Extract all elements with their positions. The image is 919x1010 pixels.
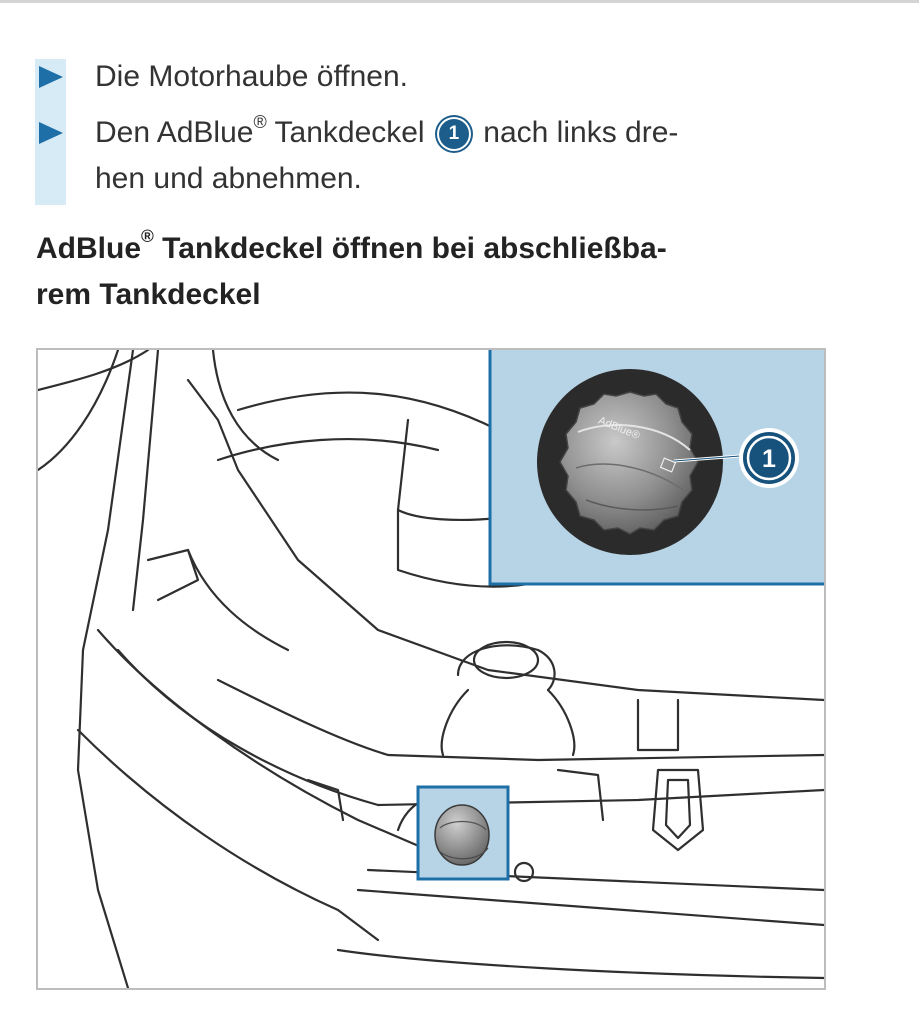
section-heading — [36, 226, 796, 318]
step-arrow-icon — [39, 66, 63, 88]
zoom-inset — [490, 350, 824, 584]
step-arrow-icon — [39, 122, 63, 144]
registered-mark: ® — [141, 226, 154, 246]
registered-mark: ® — [253, 112, 267, 132]
step-2-text-before: Den AdBlue — [95, 116, 254, 149]
step-2-text-after: nach links dre- — [483, 116, 679, 149]
step-1-text: Die Motorhaube öffnen. — [95, 60, 408, 93]
heading-text-a: AdBlue — [36, 232, 141, 265]
cap-embossed-label: AdBlue® — [596, 414, 642, 443]
engine-bay-illustration — [36, 348, 826, 990]
callout-number-badge: 1 — [439, 119, 469, 149]
top-rule — [0, 0, 919, 3]
step-2-line-1 — [95, 111, 795, 155]
adblue-cap-icon — [560, 392, 698, 534]
step-2-line-2: hen und abnehmen. — [95, 162, 362, 195]
callout-1-marker — [739, 428, 799, 488]
highlighted-cap-box — [418, 787, 508, 879]
step-2-text-mid: Tankdeckel — [266, 116, 425, 149]
heading-text-b: Tankdeckel öffnen bei abschließba- — [153, 232, 667, 265]
engine-bay-drawing — [38, 350, 824, 988]
heading-text-line-2: rem Tankdeckel — [36, 278, 261, 311]
callout-1-number: 1 — [762, 445, 776, 473]
